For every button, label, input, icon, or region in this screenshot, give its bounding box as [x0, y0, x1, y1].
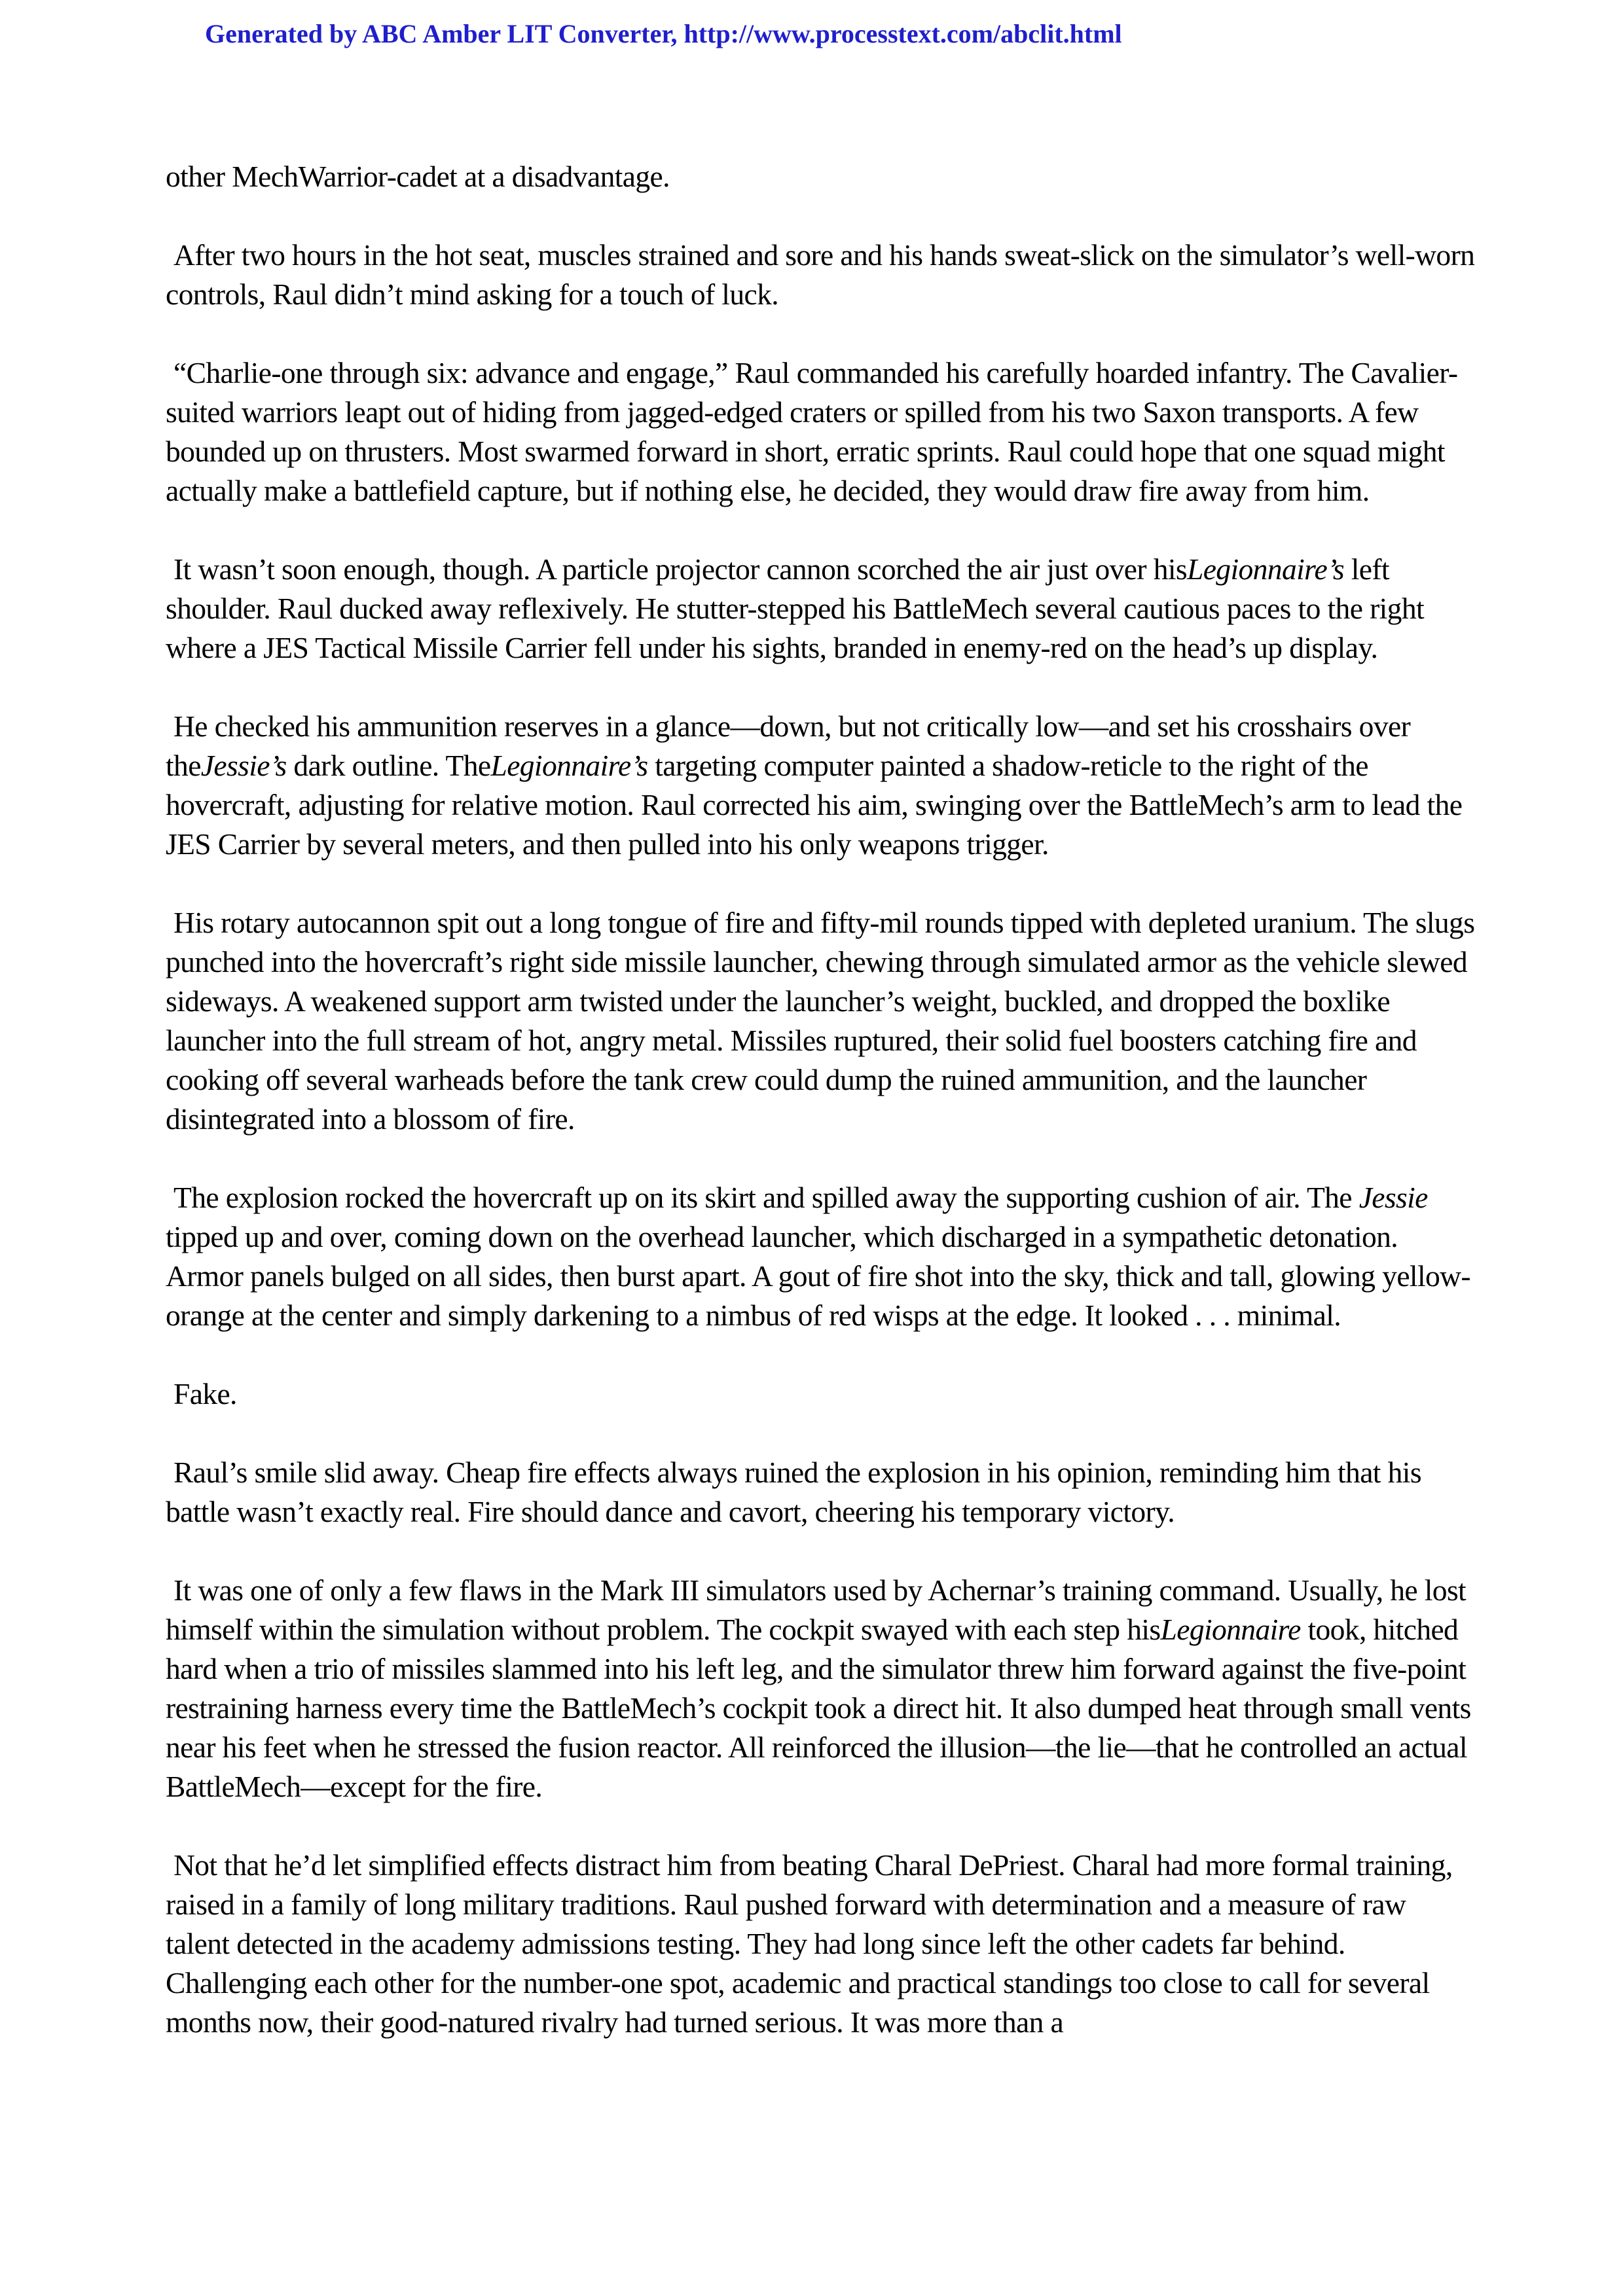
body-paragraph: [166, 903, 1475, 1139]
text-segment: It wasn’t soon enough, though. A particle projector cannon scorched the air just over his: [173, 552, 1187, 586]
text-segment: His rotary autocannon spit out a long tongue of fire and fifty-mil rounds tipped with depleted uranium. The slugs punched into the hovercraft’s right side missile launcher, chewing through simulated armor as the vehicle slewed sideways. A weakened support arm twisted under the launcher’s weight, buckled, and dropped the boxlike launcher into the full stream of hot, angry metal. Missiles ruptured, their solid fuel boosters catching fire and cooking off several warheads before the tank crew could dump the ruined ammunition, and the launcher disintegrated into a blossom of fire.: [166, 906, 1475, 1136]
italic-text-segment: Legionnaire’s: [1187, 552, 1344, 586]
text-segment: other MechWarrior-cadet at a disadvantage.: [166, 160, 670, 193]
text-segment: Fake.: [173, 1377, 237, 1410]
text-segment: left shoulder. Raul ducked away reflexively. He stutter-stepped his BattleMech several cautious paces to the right where a JES Tactical Missile Carrier fell under his sights, branded in enemy-red on the head’s up display.: [166, 552, 1425, 664]
body-paragraph: [166, 1846, 1475, 2042]
italic-text-segment: Legionnaire’s: [490, 749, 648, 782]
body-paragraph: [166, 1374, 1475, 1414]
text-segment: After two hours in the hot seat, muscles strained and sore and his hands sweat-slick on the simulator’s well-worn controls, Raul didn’t mind asking for a touch of luck.: [166, 238, 1475, 311]
italic-text-segment: Jessie’s: [200, 749, 287, 782]
text-segment: Not that he’d let simplified effects distract him from beating Charal DePriest. Charal had more formal training, raised in a family of long military traditions. Raul pushed forward with determination and a measure of raw talent detected in the academy admissions testing. They had long since left the other cadets far behind. Challenging each other for the number-one spot, academic and practical standings too close to call for several months now, their good-natured rivalry had turned serious. It was more than a: [166, 1848, 1453, 2039]
body-paragraph: [166, 236, 1475, 314]
body-paragraph: [166, 550, 1475, 668]
italic-text-segment: Legionnaire: [1160, 1613, 1301, 1646]
italic-text-segment: Jessie: [1359, 1181, 1428, 1214]
body-paragraph: [166, 1571, 1475, 1806]
body-paragraph: [166, 1453, 1475, 1532]
converter-header-link[interactable]: Generated by ABC Amber LIT Converter, http://www.processtext.com/abclit.html: [205, 19, 1122, 48]
text-segment: It was one of only a few flaws in the Mark III simulators used by Achernar’s training command. Usually, he lost himself within the simulation without problem. The cockpit swayed with each step his: [166, 1573, 1467, 1646]
text-segment: dark outline. The: [286, 749, 491, 782]
text-segment: tipped up and over, coming down on the overhead launcher, which discharged in a sympathetic detonation. Armor panels bulged on all sides, then burst apart. A gout of fire shot into the sky, thick and tall, glowing yellow-orange at the center and simply darkening to a nimbus of red wisps at the edge. It looked . . . minimal.: [166, 1220, 1470, 1332]
body-paragraph: [166, 1178, 1475, 1335]
text-segment: The explosion rocked the hovercraft up on its skirt and spilled away the supporting cushion of air. The: [173, 1181, 1359, 1214]
body-paragraph: [166, 157, 1475, 196]
text-segment: “Charlie-one through six: advance and engage,” Raul commanded his carefully hoarded infantry. The Cavalier-suited warriors leapt out of hiding from jagged-edged craters or spilled from his two Saxon transports. A few bounded up on thrusters. Most swarmed forward in short, erratic sprints. Raul could hope that one squad might actually make a battlefield capture, but if nothing else, he decided, they would draw fire away from him.: [166, 356, 1458, 507]
body-paragraph: [166, 353, 1475, 511]
document-body: [166, 157, 1475, 2081]
text-segment: targeting computer painted a shadow-reticle to the right of the hovercraft, adjusting for relative motion. Raul corrected his aim, swinging over the BattleMech’s arm to lead the JES Carrier by several meters, and then pulled into his only weapons trigger.: [166, 749, 1463, 861]
body-paragraph: [166, 707, 1475, 864]
text-segment: He checked his ammunition reserves in a glance—down, but not critically low—and set his crosshairs over the: [166, 709, 1411, 782]
text-segment: Raul’s smile slid away. Cheap fire effects always ruined the explosion in his opinion, reminding him that his battle wasn’t exactly real. Fire should dance and cavort, cheering his temporary victory.: [166, 1456, 1421, 1528]
text-segment: took, hitched hard when a trio of missiles slammed into his left leg, and the simulator threw him forward against the five-point restraining harness every time the BattleMech’s cockpit took a direct hit. It also dumped heat through small vents near his feet when he stressed the fusion reactor. All reinforced the illusion—the lie—that he controlled an actual BattleMech—except for the fire.: [166, 1613, 1471, 1803]
